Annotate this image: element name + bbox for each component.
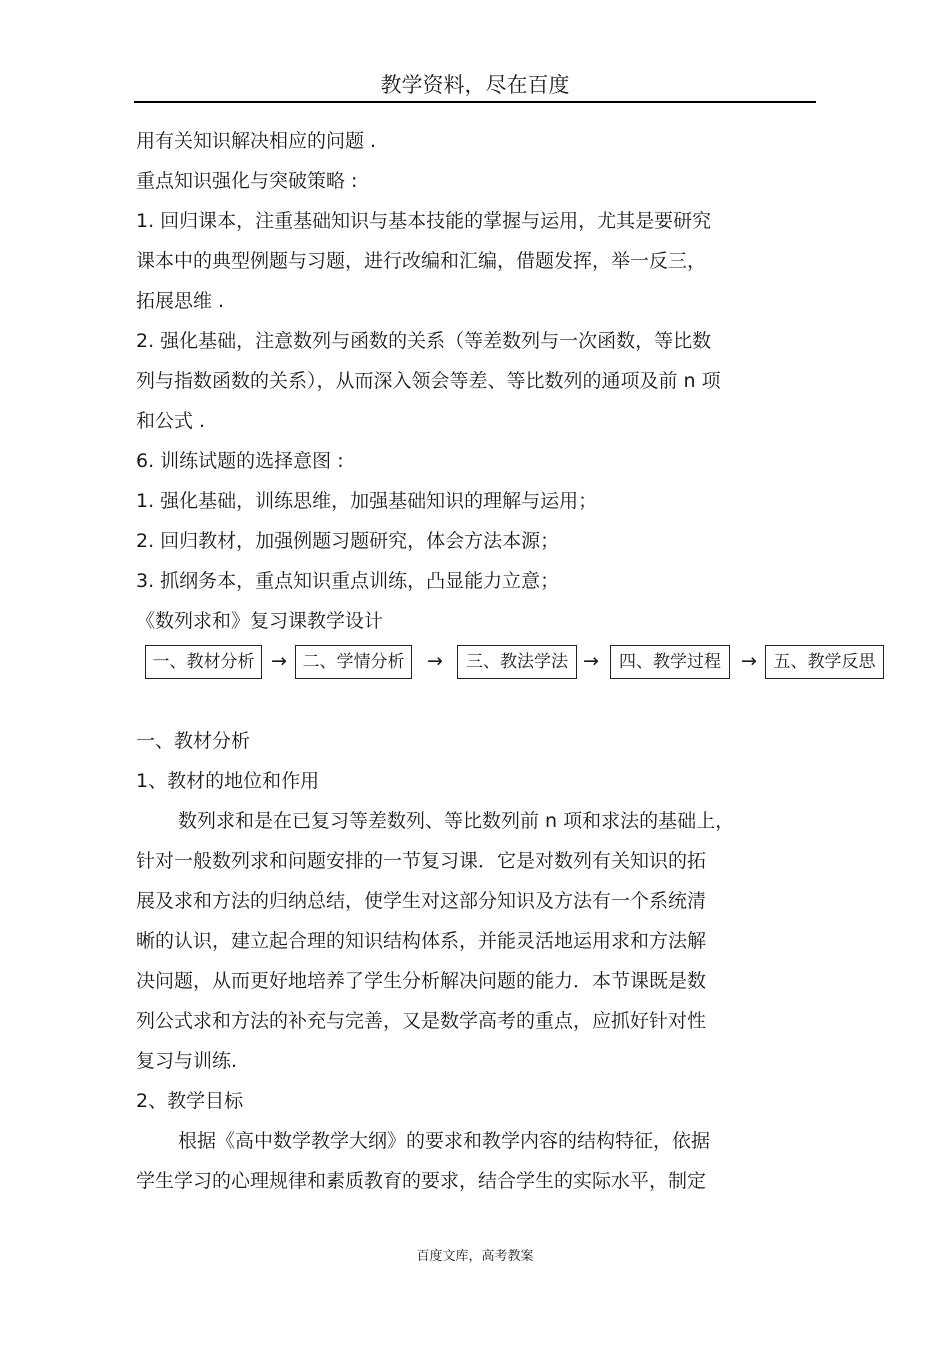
paragraph-line: 复习与训练.: [136, 1050, 238, 1072]
flow-arrow-icon: →: [427, 650, 443, 672]
page-footer: 百度文库，高考教案: [416, 1249, 534, 1264]
flow-arrow-icon: →: [741, 650, 757, 672]
text-line: 1. 回归课本，注重基础知识与基本技能的掌握与运用，尤其是要研究: [136, 210, 712, 232]
paragraph-line: 列公式求和方法的补充与完善，又是数学高考的重点，应抓好针对性: [136, 1010, 707, 1032]
paragraph-line: 根据《高中数学教学大纲》的要求和教学内容的结构特征，依据: [178, 1130, 711, 1152]
flow-arrow-icon: →: [583, 650, 599, 672]
text-line: 课本中的典型例题与习题，进行改编和汇编，借题发挥，举一反三，: [136, 250, 707, 272]
paragraph-line: 针对一般数列求和问题安排的一节复习课．它是对数列有关知识的拓: [136, 850, 707, 872]
flow-step-box: 一、教材分析: [145, 645, 262, 679]
section-heading: 一、教材分析: [136, 730, 251, 752]
page-header-title: 教学资料，尽在百度: [380, 73, 570, 97]
text-line: 拓展思维 .: [136, 290, 225, 312]
flow-arrow-icon: →: [271, 650, 287, 672]
paragraph-line: 展及求和方法的归纳总结，使学生对这部分知识及方法有一个系统清: [136, 890, 707, 912]
flow-step-box: 二、学情分析: [295, 645, 412, 679]
flow-step-box: 五、教学反思: [765, 645, 884, 679]
design-title: 《数列求和》复习课教学设计: [136, 610, 384, 632]
subsection-heading: 1、教材的地位和作用: [136, 770, 320, 792]
list-item: 2. 回归教材，加强例题习题研究，体会方法本源；: [136, 530, 560, 552]
paragraph-line: 决问题，从而更好地培养了学生分析解决问题的能力．本节课既是数: [136, 970, 707, 992]
list-item: 3. 抓纲务本，重点知识重点训练，凸显能力立意；: [136, 570, 560, 592]
text-line: 列与指数函数的关系），从而深入领会等差、等比数列的通项及前 n 项: [136, 370, 721, 392]
flow-step-box: 四、教学过程: [610, 645, 730, 679]
text-line: 重点知识强化与突破策略 :: [136, 170, 358, 192]
text-line: 用有关知识解决相应的问题 .: [136, 130, 377, 152]
paragraph-line: 晰的认识，建立起合理的知识结构体系，并能灵活地运用求和方法解: [136, 930, 707, 952]
text-line: 和公式 .: [136, 410, 206, 432]
subsection-heading: 2、教学目标: [136, 1090, 244, 1112]
text-line: 2. 强化基础，注意数列与函数的关系（等差数列与一次函数，等比数: [136, 330, 712, 352]
header-divider: [134, 101, 816, 103]
list-item: 1. 强化基础，训练思维，加强基础知识的理解与运用；: [136, 490, 598, 512]
teaching-flow-diagram: [145, 645, 885, 681]
paragraph-line: 学生学习的心理规律和素质教育的要求，结合学生的实际水平，制定: [136, 1170, 707, 1192]
paragraph-line: 数列求和是在已复习等差数列、等比数列前 n 项和求法的基础上，: [178, 810, 735, 832]
flow-step-box: 三、教法学法: [457, 645, 577, 679]
text-line: 6. 训练试题的选择意图 :: [136, 450, 344, 472]
